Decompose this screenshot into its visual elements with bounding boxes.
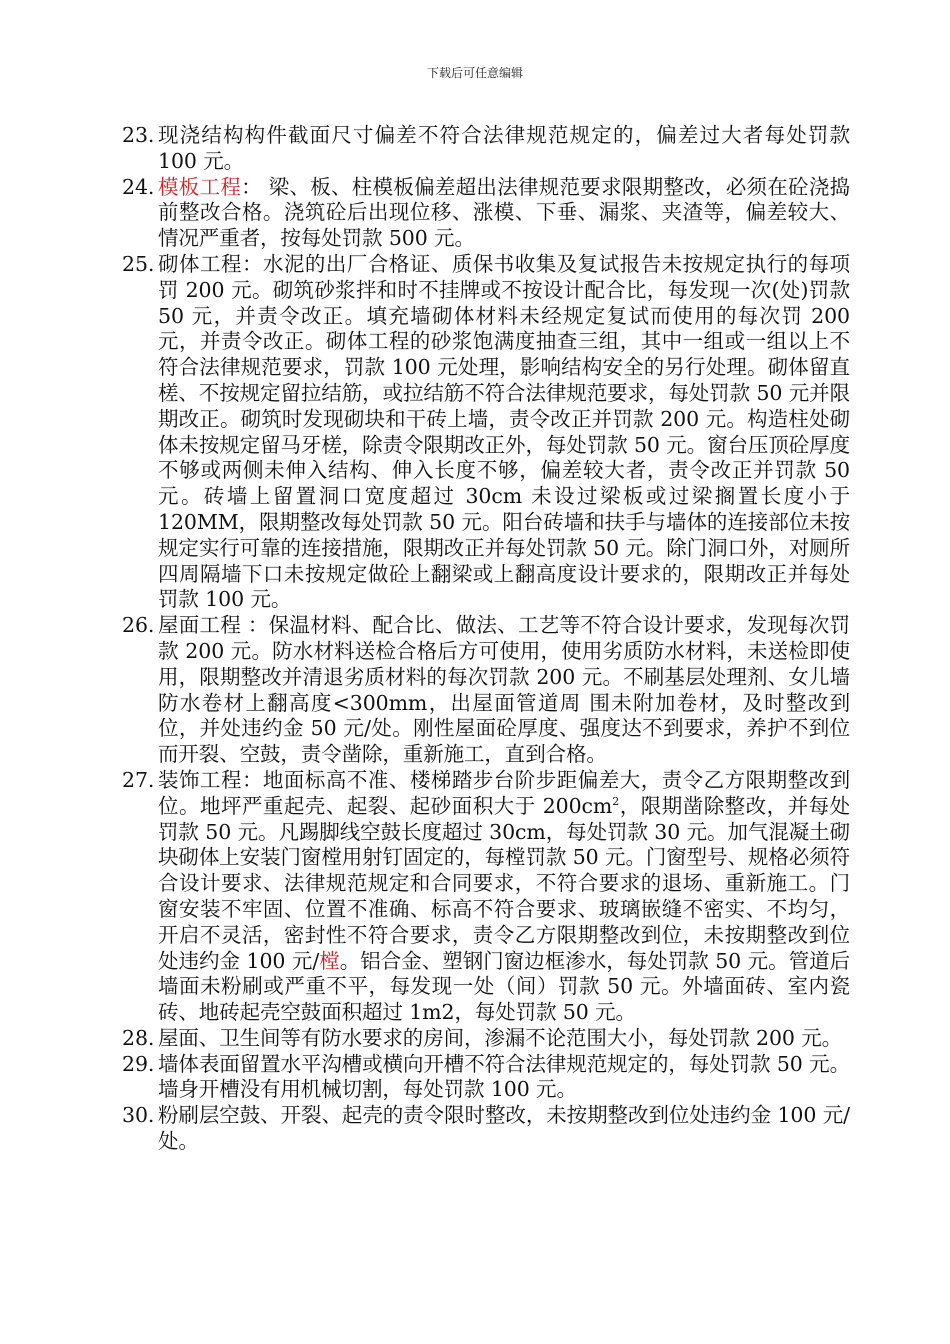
clause-26 [122, 613, 850, 768]
clause-number: 30. [122, 1103, 155, 1128]
highlighted-term: 樘 [319, 948, 340, 973]
clause-text: ，限期凿除整改，并每处罚款 50 元。凡踢脚线空鼓长度超过 30cm，每处罚款 30 元。加气混凝土砌块砌体上安装门窗樘用射钉固定的，每樘罚款 50 元。门窗型号、规格必须符合设计要求、法律规范规定和合同要求，不符合要求的退场、重新施工。门窗安装不牢固、位置不准确、标高不符合要求、玻璃嵌缝不密实、不均匀，开启不灵活，密封性不符合要求，责令乙方限期整改到位，未按期整改到位处违约金 100 元/ [158, 793, 850, 973]
clause-number: 23. [122, 123, 155, 147]
clause-27 [122, 768, 850, 1026]
clause-text: 墙体表面留置水平沟槽或横向开槽不符合法律规范规定的，每处罚款 50 元。墙身开槽没有用机械切割，每处罚款 100 元。 [158, 1051, 850, 1102]
clause-number: 24. [122, 174, 155, 199]
clause-24 [122, 175, 850, 252]
page-header: 下载后可任意编辑 [426, 66, 523, 80]
clause-25 [122, 252, 850, 613]
clause-text: 粉刷层空鼓、开裂、起壳的责令限时整改，未按期整改到位处违约金 100 元/处。 [158, 1103, 850, 1154]
clause-number: 28. [122, 1025, 155, 1050]
clause-text: 屋面工程 ：保温材料、配合比、做法、工艺等不符合设计要求，发现每次罚款 200 元。防水材料送检合格后方可使用，使用劣质防水材料，未送检即使用，限期整改并清退劣质材料的每次罚款 200 元。不刷基层处理剂、女儿墙防水卷材上翻高度<300mm，出屋面管道周 围未附加卷材，及时整改到位，并处违约金 50 元/处。刚性屋面砼厚度、强度达不到要求，养护不到位而开裂、空鼓，责令凿除，重新施工，直到合格。 [158, 613, 850, 767]
clause-28 [122, 1026, 850, 1052]
clause-text: 。铝合金、塑钢门窗边框渗水，每处罚款 50 元。管道后墙面未粉刷或严重不平，每发现一处（间）罚款 50 元。外墙面砖、室内瓷砖、地砖起壳空鼓面积超过 1m2，每处罚款 50 元。 [158, 948, 851, 1025]
clause-text: 屋面、卫生间等有防水要求的房间，渗漏不论范围大小，每处罚款 200 元。 [158, 1025, 843, 1050]
clause-23 [122, 123, 850, 175]
clause-number: 29. [122, 1051, 155, 1076]
clause-text: 装饰工程：地面标高不准、楼梯踏步台阶步距偏差大，责令乙方限期整改到位。地坪严重起壳、起裂、起砂面积大于 200cm [158, 767, 850, 818]
clause-number: 25. [122, 251, 155, 276]
superscript: 2 [612, 794, 620, 808]
clause-30 [122, 1103, 850, 1155]
clause-number: 26. [122, 613, 155, 638]
clause-29 [122, 1052, 850, 1104]
clause-number: 27. [122, 767, 155, 792]
clause-text: ： 梁、板、柱模板偏差超出法律规范要求限期整改，必须在砼浇捣前整改合格。浇筑砼后出现位移、涨模、下垂、漏浆、夹渣等，偏差较大、情况严重者，按每处罚款 500 元。 [158, 174, 850, 251]
highlighted-term: 模板工程 [158, 174, 242, 199]
clause-text: 砌体工程：水泥的出厂合格证、质保书收集及复试报告未按规定执行的每项罚 200 元。砌筑砂浆拌和时不挂牌或不按设计配合比，每发现一次(处)罚款 50 元，并责令改正。填充墙砌体材料未经规定复试而使用的每次罚 200 元，并责令改正。砌体工程的砂浆饱满度抽查三组，其中一组或一组以上不符合法律规范要求，罚款 100 元处理，影响结构安全的另行处理。砌体留直槎、不按规定留拉结筋，或拉结筋不符合法律规范要求，每处罚款 50 元并限期改正。砌筑时发现砌块和干砖上墙，责令改正并罚款 200 元。构造柱处砌体未按规定留马牙槎，除责令限期改正外，每处罚款 50 元。窗台压顶砼厚度不够或两侧未伸入结构、伸入长度不够，偏差较大者，责令改正并罚款 50 元。砖墙上留置洞口宽度超过 30cm 未设过梁板或过梁搁置长度小于 120MM，限期整改每处罚款 50 元。阳台砖墙和扶手与墙体的连接部位未按规定实行可靠的连接措施，限期改正并每处罚款 50 元。除门洞口外，对厕所四周隔墙下口未按规定做砼上翻梁或上翻高度设计要求的，限期改正并每处罚款 100 元。 [158, 251, 850, 612]
clause-list [122, 123, 850, 1155]
clause-text: 现浇结构构件截面尺寸偏差不符合法律规范规定的，偏差过大者每处罚款 100 元。 [158, 123, 850, 173]
